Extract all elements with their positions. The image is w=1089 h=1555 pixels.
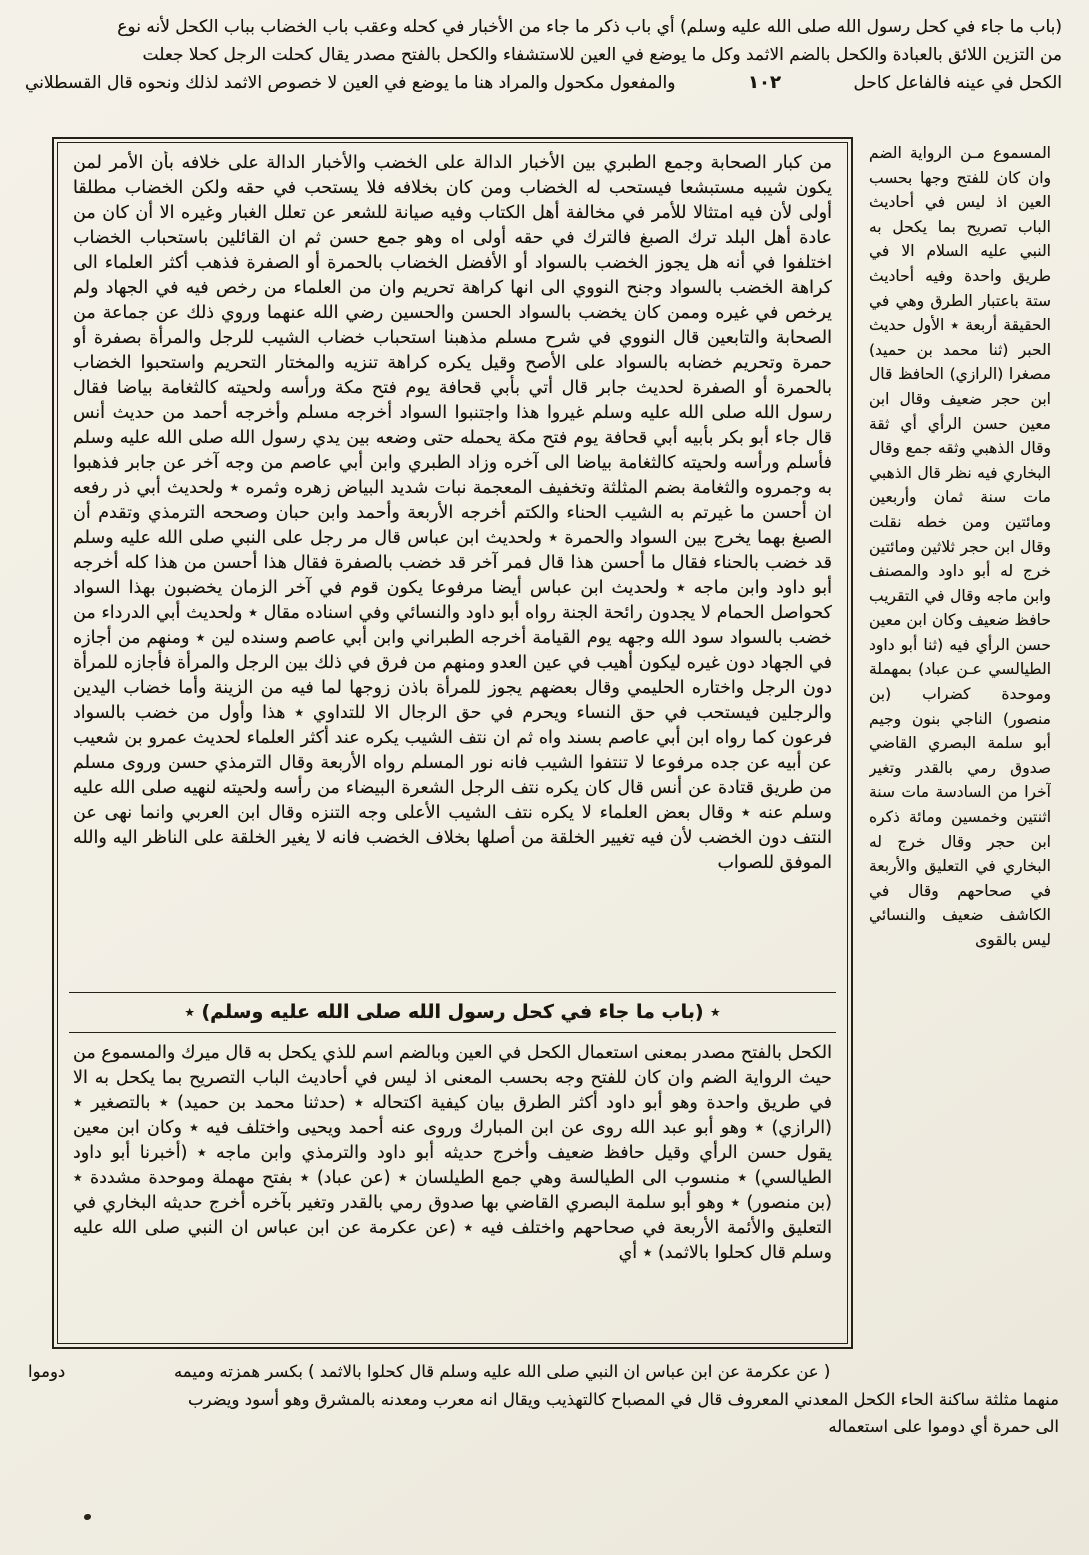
catchword: دوموا xyxy=(28,1362,66,1381)
text-frame xyxy=(52,137,853,1349)
footer-line-2: منهما مثلثة ساكنة الحاء الكحل المعدني المعروف قال في المصباح كالتهذيب ويقال انه معرب ومعدنه بالمشرق وهو أسود ويضرب xyxy=(187,1389,1059,1409)
chapter-divider xyxy=(69,992,836,1033)
footer-line-1 xyxy=(28,1358,1059,1386)
footer-block xyxy=(28,1358,1059,1441)
marginalia-column: المسموع مـن الرواية الضم وان كان للفتح وجها بحسب العين اذ ليس في أحاديث الباب تصريح بما يكحل به النبي عليه السلام الا في طريق واحدة وفيه أحاديث ستة باعتبار الطرق وهي في الحقيقة أربعة ٭ الأول حديث الحبر (ثنا محمد بن حميد) مصغرا (الرازي) الحافظ قال ابن حجر ضعيف وقال ابن معين حسن الرأي أي ثقة وقال الذهبي وثقه جمع وقال البخاري فيه نظر قال الذهبي مات سنة ثمان وأربعين ومائتين ومن خطه نقلت وقال ابن حجر ثلاثين ومائتين خرج له أبو داود والمصنف وابن ماجه وقال في التقريب حافظ ضعيف وكان ابن معين حسن الرأي فيه (ثنا أبو داود الطيالسي عـن عباد) بمهملة وموحدة كضراب (بن منصور) الناجي بنون وجيم أبو سلمة البصري القاضي صدوق رمي بالقدر وتغير آخرا من السادسة مات سنة اثنتين وخمسين ومائة ذكره ابن حجر وقال خرج له البخاري في التعليق والأربعة في صحاحهم وقال في الكاشف ضعيف والنسائي ليس بالقوى xyxy=(869,144,1051,949)
footer-spacer xyxy=(939,1358,1059,1386)
header-line-1: (باب ما جاء في كحل رسول الله صلى الله عليه وسلم) أي باب ذكر ما جاء من الأخبار في كحله وعقب باب الخضاب بباب الكحل لأنه نوع xyxy=(117,17,1062,37)
frame-upper-text: من كبار الصحابة وجمع الطبري بين الأخبار الدالة على الخضب والأخبار الدالة على خلافه بأن الأمر لمن يكون شيبه مستبشعا فيستحب له الخضاب ومن كان بخلافه فلا يستحب في حقه ولكن الخضاب مطلقا أولى لأن فيه امتثالا للأمر في مخالفة أهل الكتاب وفيه صيانة للشعر عن تعلل الغبار وغيره الا أن كان من عادة أهل البلد ترك الصبغ فالترك في حقه أولى اه وهو جمع حسن ثم ان القائلين باستحباب الخضاب اختلفوا في أنه هل يجوز الخضب بالسواد أو الأفضل الخضاب بالحمرة أو الصفرة فذهب أكثر العلماء الى كراهة الخضب بالسواد وجنح النووي الى انها كراهة تحريم وان من العلماء من رخص فيه في الجهاد ولم يرخص في غيره وممن كان يخضب بالسواد الحسن والحسين رضي الله عنهما وروي ذلك عن جماعة من الصحابة والتابعين قال النووي في شرح مسلم مذهبنا استحباب خضاب الشيب للرجل والمرأة بصفرة أو حمرة وتحريم خضابه بالسواد على الأصح وقيل يكره كراهة تنزيه والمختار التحريم واستحبوا الخضاب بالحمرة أو الصفرة لحديث جابر قال أتي بأبي قحافة يوم فتح مكة ورأسه ولحيته كالثغامة بياضا فقال رسول الله صلى الله عليه وسلم غيروا هذا واجتنبوا السواد أخرجه مسلم وأخرجه أحمد من حديث أنس قال جاء أبو بكر بأبيه أبي قحافة يوم فتح مكة يحمله حتى وضعه بين يدي رسول الله صلى الله عليه وسلم فأسلم ورأسه ولحيته كالثغامة بياضا الى آخره وزاد الطبري وابن أبي عاصم من وجه آخر عن جابر فذهبوا به وجمروه والثغامة بضم المثلثة وتخفيف المعجمة نبات شديد البياض زهره وثمره ٭ ولحديث أبي ذر رفعه ان أحسن ما غيرتم به الشيب الحناء والكتم أخرجه الأربعة وأحمد وابن حبان وصححه الترمذي وتقدم أن الصبغ بهما يخرج بين السواد والحمرة ٭ ولحديث ابن عباس قال مر رجل على النبي صلى الله عليه وسلم قد خضب بالحناء فقال ما أحسن هذا قال فمر آخر قد خضب بالصفرة فقال هذا أحسن من هذا كله أخرجه أبو داود وابن ماجه ٭ ولحديث ابن عباس أيضا مرفوعا يكون قوم في آخر الزمان يخضبون بهذا السواد كحواصل الحمام لا يجدون رائحة الجنة رواه أبو داود والنسائي وفي اسناده مقال ٭ ولحديث أبي الدرداء من خضب بالسواد سود الله وجهه يوم القيامة أخرجه الطبراني وابن أبي عاصم وسنده لين ٭ ومنهم من أجازه في الجهاد دون غيره ليكون أهيب في عين العدو ومنهم من فرق في ذلك بين الرجل والمرأة فأجازه للمرأة دون الرجل واختاره الحليمي وقال بعضهم يجوز للمرأة باذن زوجها لما فيه من الزينة وأما خضاب اليدين والرجلين فيستحب في حق النساء ويحرم في حق الرجال الا للتداوي ٭ هذا وأول من خضب بالسواد فرعون كما رواه ابن أبي عاصم بسند واه ثم ان نتف الشيب يكره عند أكثر العلماء لحديث عمرو بن شعيب عن أبيه عن جده مرفوعا لا تنتفوا الشيب فانه نور المسلم رواه الأربعة وقال الترمذي حسن وروى مسلم من طريق قتادة عن أنس قال كان يكره نتف الرجل الشعرة البيضاء من رأسه ولحيته لنهيه صلى الله عليه وسلم عنه ٭ وقال بعض العلماء لا يكره نتف الشيب الأعلى وجه التنزه وقال ابن العربي وانما نهى عن النتف دون الخضب لأن فيه تغيير الخلقة من أصلها بخلاف الخضب فانه لا يغير الخلقة على الناظر اليه والله الموفق للصواب xyxy=(73,153,832,873)
header-line-3-left: والمفعول مكحول والمراد هنا ما يوضع في العين لا خصوص الاثمد لذلك ونحوه قال القسطلاني xyxy=(25,73,676,93)
text-frame-inner xyxy=(57,142,848,1344)
footer-line-1-text: ( عن عكرمة عن ابن عباس ان النبي صلى الله عليه وسلم قال كحلوا بالاثمد ) بكسر همزته وميمه xyxy=(173,1362,831,1381)
ink-speck xyxy=(84,1514,91,1520)
page-number: ١٠٢ xyxy=(748,72,781,93)
frame-lower-text: الكحل بالفتح مصدر بمعنى استعمال الكحل في العين وبالضم اسم للذي يكحل به قال ميرك والمسموع من حيث الرواية الضم وان كان للفتح وجه بحسب المعنى اذ ليس في أحاديث الباب التصريح بما يكحل به الا في طريق واحدة وهو أبو داود أكثر الطرق بيان كيفية اكتحاله ٭ (حدثنا محمد بن حميد) ٭ بالتصغير ٭ (الرازي) ٭ وهو أبو عبد الله روى عن ابن المبارك وروى عنه أحمد ويحيى واختلف فيه ٭ وكان ابن معين يقول حسن الرأي وقيل حافظ ضعيف وأخرج حديثه أبو داود والترمذي وابن ماجه ٭ (أخبرنا أبو داود الطيالسي) ٭ منسوب الى الطيالسة وهي جمع الطيلسان ٭ (عن عباد) ٭ بفتح مهملة وموحدة مشددة ٭ (بن منصور) ٭ وهو أبو سلمة البصري القاضي بها صدوق رمي بالقدر وتغير بآخره أخرج حديثه البخاري في التعليق والأئمة الأربعة في صحاحهم واختلف فيه ٭ (عن عكرمة عن ابن عباس ان النبي صلى الله عليه وسلم قال كحلوا بالاثمد) ٭ أي xyxy=(73,1043,832,1263)
header-line-2: من التزين اللائق بالعبادة والكحل بالضم الاثمد وكل ما يوضع في العين للاستشفاء والكحل بالفتح مصدر يقال كحلت الرجل كحلا جعلت xyxy=(142,45,1062,65)
chapter-heading: ٭ (باب ما جاء في كحل رسول الله صلى الله عليه وسلم) ٭ xyxy=(184,1001,721,1023)
footer-line-3: الى حمرة أي دوموا على استعماله xyxy=(828,1417,1059,1436)
header-block xyxy=(25,13,1062,97)
header-line-3-right: الكحل في عينه فالفاعل كاحل xyxy=(853,73,1062,93)
content-row xyxy=(52,137,1051,1349)
header-line-3 xyxy=(25,69,1062,97)
